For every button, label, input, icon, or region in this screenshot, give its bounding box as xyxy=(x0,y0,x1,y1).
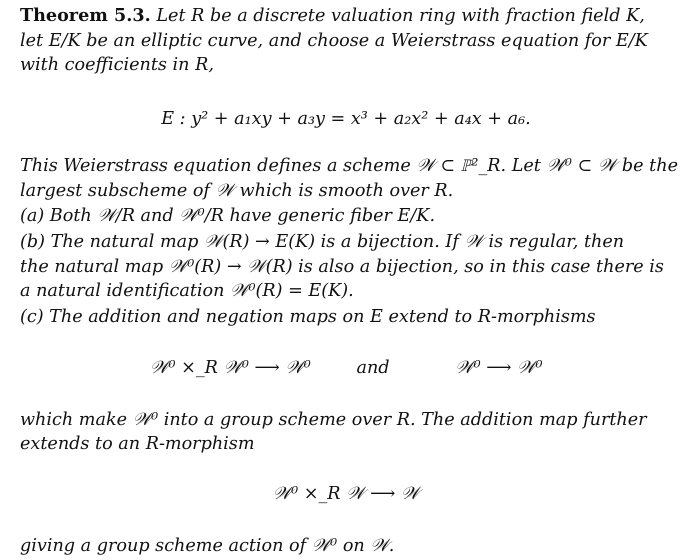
theorem-statement-1: Let R be a discrete valuation ring with fraction field K, xyxy=(156,6,645,26)
item-c: (c) The addition and negation maps on E extend to R-morphisms xyxy=(20,307,596,327)
weierstrass-equation: E : y² + a₁xy + a₃y = x³ + a₂x² + a₄x + a₆. xyxy=(161,109,531,129)
after-maps-line-1: which make 𝒲⁰ into a group scheme over R. The addition map further xyxy=(20,410,647,430)
body-line-2: largest subscheme of 𝒲 which is smooth over R. xyxy=(20,181,454,201)
item-a: (a) Both 𝒲/R and 𝒲⁰/R have generic fiber E/K. xyxy=(20,206,436,226)
theorem-label: Theorem 5.3. xyxy=(20,5,151,26)
body-line-1: This Weierstrass equation defines a scheme 𝒲 ⊂ ℙ²_R. Let 𝒲⁰ ⊂ 𝒲 be the xyxy=(20,156,678,176)
theorem-statement-2: let E/K be an elliptic curve, and choose a Weierstrass equation for E/K xyxy=(20,31,648,51)
item-b-line-2: the natural map 𝒲⁰(R) → 𝒲(R) is also a bijection, so in this case there is xyxy=(20,257,664,277)
theorem-statement-3: with coefficients in R, xyxy=(20,55,214,75)
negation-map: 𝒲⁰ ⟶ 𝒲⁰ xyxy=(455,358,543,378)
action-map: 𝒲⁰ ×_R 𝒲 ⟶ 𝒲 xyxy=(272,484,420,504)
and-word: and xyxy=(356,358,390,378)
display-maps xyxy=(150,356,543,380)
item-b-line-3: a natural identification 𝒲⁰(R) = E(K). xyxy=(20,281,354,301)
final-line: giving a group scheme action of 𝒲⁰ on 𝒲. xyxy=(20,536,395,556)
theorem-heading-line xyxy=(20,4,645,28)
addition-map: 𝒲⁰ ×_R 𝒲⁰ ⟶ 𝒲⁰ xyxy=(150,358,311,378)
after-maps-line-2: extends to an R-morphism xyxy=(20,434,255,454)
item-b-line-1: (b) The natural map 𝒲(R) → E(K) is a bijection. If 𝒲 is regular, then xyxy=(20,232,625,252)
